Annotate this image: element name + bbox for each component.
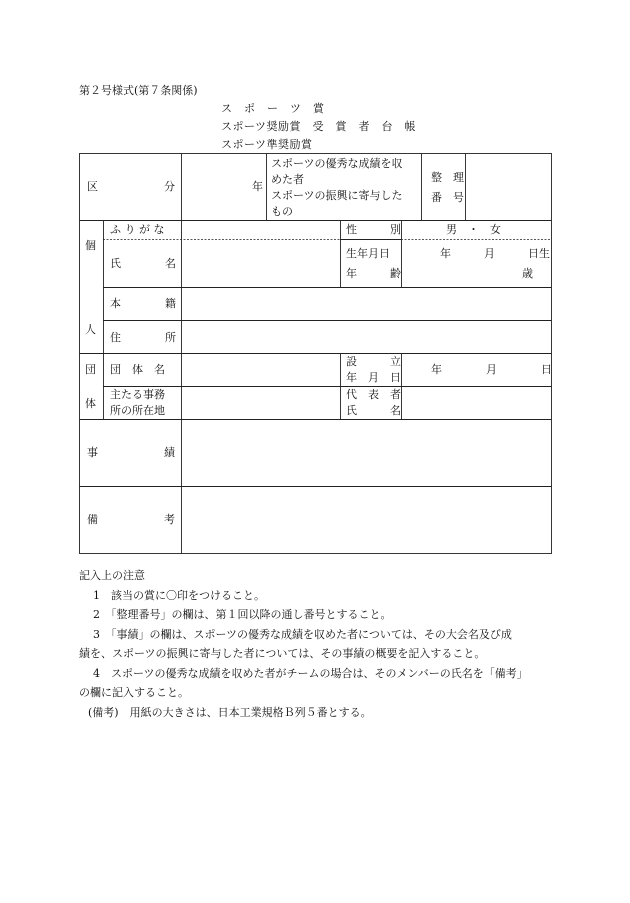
established-label-line1: 設 立 [346,355,401,368]
note-3-line2: 績を、スポーツの振興に寄与した者については、その事績の概要を記入すること。 [79,647,486,660]
notes-title: 記入上の注意 [79,569,145,582]
seiri-label-line1: 整 理 [431,171,464,184]
birthdate-label: 生年月日 [346,247,390,260]
category-promotion-line1: スポーツの振興に寄与した [271,189,403,202]
entry-notes [79,566,528,722]
note-1: 1 該当の賞に〇印をつけること。 [93,588,265,602]
established-date-value: 年 月 日 [431,363,552,376]
age-label: 年 齢 [346,267,401,280]
dantai-char-2: 体 [85,397,96,410]
representative-label-line2: 氏 名 [346,404,401,417]
honseki-label: 本 籍 [110,297,176,310]
dantai-char-1: 団 [85,363,96,376]
address-label: 住 所 [110,331,176,344]
office-label-line2: 所の所在地 [110,404,165,417]
name-label: 氏 名 [110,257,176,270]
seiri-label-line2: 番 号 [431,191,464,204]
birthdate-value: 年 月 日生 [440,247,550,260]
note-3-line1: 3 「事績」の欄は、スポーツの優秀な成績を収めた者については、その大会名及び成 [93,627,512,641]
achievement-label: 事 績 [87,446,175,459]
note-2: 2 「整理番号」の欄は、第１回以降の通し番号とすること。 [93,608,392,621]
award-title-encourage: スポーツ奨励賞 受 賞 者 台 帳 [221,120,417,133]
gender-label: 性 別 [346,223,401,236]
kojin-char-2: 人 [85,323,96,336]
representative-label-line1: 代 表 者 [346,388,401,401]
office-label-line1: 主たる事務 [110,388,165,401]
gender-options: 男 ・ 女 [446,223,501,236]
kojin-char-1: 個 [85,239,96,252]
furigana-label: ふ り が な [110,223,165,236]
remarks-label: 備 考 [87,513,175,526]
award-title-sports: ス ポ ー ツ 賞 [221,102,325,115]
group-name-label: 団 体 名 [110,363,165,376]
note-4-line2: の欄に記入すること。 [79,686,189,699]
age-unit: 歳 [522,267,533,280]
kubun-label: 区 分 [87,180,175,193]
established-label-line2: 年 月 日 [346,371,401,384]
category-promotion-line2: もの [271,205,293,218]
form-label: 第２号様式(第７条関係) [79,84,198,97]
year-suffix: 年 [252,180,263,193]
note-4-line1: 4 スポーツの優秀な成績を収めた者がチームの場合は、そのメンバーの氏名を「備考」 [93,666,528,680]
category-performance-line2: めた者 [271,173,304,186]
award-title-semi: スポーツ準奨励賞 [221,138,313,151]
category-performance-line1: スポーツの優秀な成績を収 [271,157,403,170]
paper-size-remark: (備考) 用紙の大きさは、日本工業規格Ｂ列５番とする。 [88,705,372,719]
